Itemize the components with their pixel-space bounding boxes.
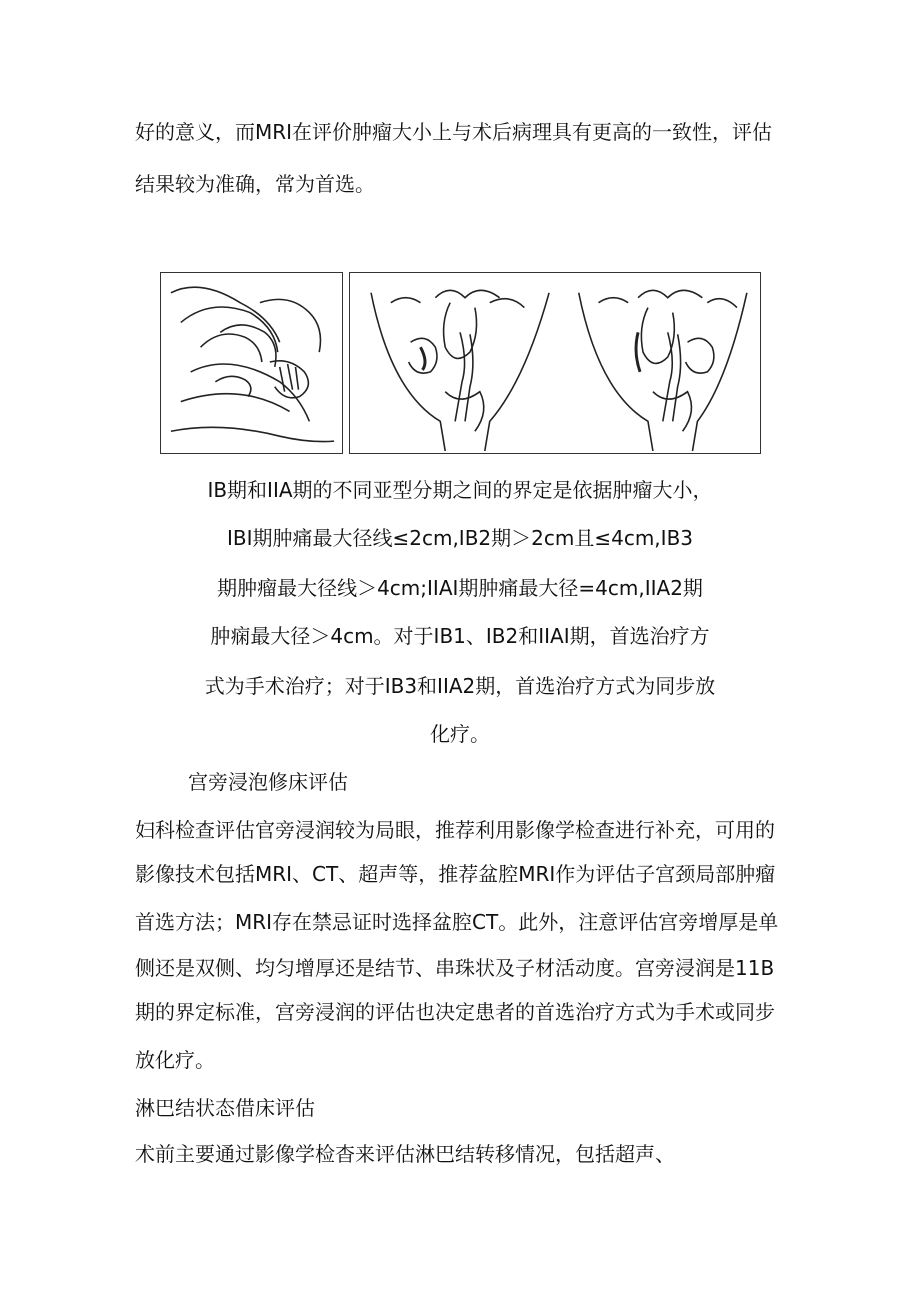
section1-line-2: 影像技术包括MRI、CT、超声等，推荐盆腔MRI作为评估子宫颈局部肿瘤 [135, 862, 776, 886]
caption-line-4: 肿痫最大径＞4cm。对于IB1、IB2和IIAI期，首选治疗方 [210, 624, 710, 648]
section2-line-1: 术前主要通过影像学检杳来评估淋巴结转移情况，包括超声、 [135, 1142, 675, 1166]
caption-line-1: IB期和IIA期的不同亚型分期之间的界定是依据肿瘤大小， [207, 478, 713, 502]
caption-line-2: IBI期肿痛最大径线≤2cm,IB2期＞2cm且≤4cm,IB3 [226, 526, 694, 550]
section1-heading: 宫旁浸泡修床评估 [188, 770, 348, 794]
side-view-drawing [161, 273, 342, 453]
intro-line-1: 好的意义，而MRI在评价肿瘤大小上与术后病理具有更高的一致性，评估 [135, 120, 773, 144]
caption-line-5: 式为手术治疗；对于IB3和IIA2期，首选治疗方式为同步放 [204, 674, 716, 698]
intro-line-2: 结果较为准确，常为首选。 [135, 172, 375, 196]
section1-line-5: 期的界定标准，宫旁浸润的评估也决定患者的首选治疗方式为手术或同步 [135, 1000, 775, 1024]
anatomical-figure [160, 272, 762, 456]
caption-line-6: 化疗。 [430, 722, 490, 746]
front-view-exam-illustration [349, 272, 761, 454]
side-view-exam-illustration [160, 272, 343, 454]
section1-line-3: 首选方法；MRI存在禁忌证时选择盆腔CT。此外，注意评估宫旁增厚是单 [135, 910, 779, 934]
section1-line-6: 放化疗。 [135, 1048, 215, 1072]
section1-line-1: 妇科检查评估官旁浸润较为局眼，推荐利用影像学检查进行补充，可用的 [135, 818, 775, 842]
caption-line-3: 期肿瘤最大径线＞4cm;IIAI期肿痛最大径=4cm,IIA2期 [217, 576, 703, 600]
front-view-drawing [350, 273, 760, 453]
section1-line-4: 侧还是双侧、均匀增厚还是结节、串珠状及子材活动度。宫旁浸润是11B [135, 956, 775, 980]
section2-heading: 淋巴结状态借床评估 [135, 1096, 315, 1120]
